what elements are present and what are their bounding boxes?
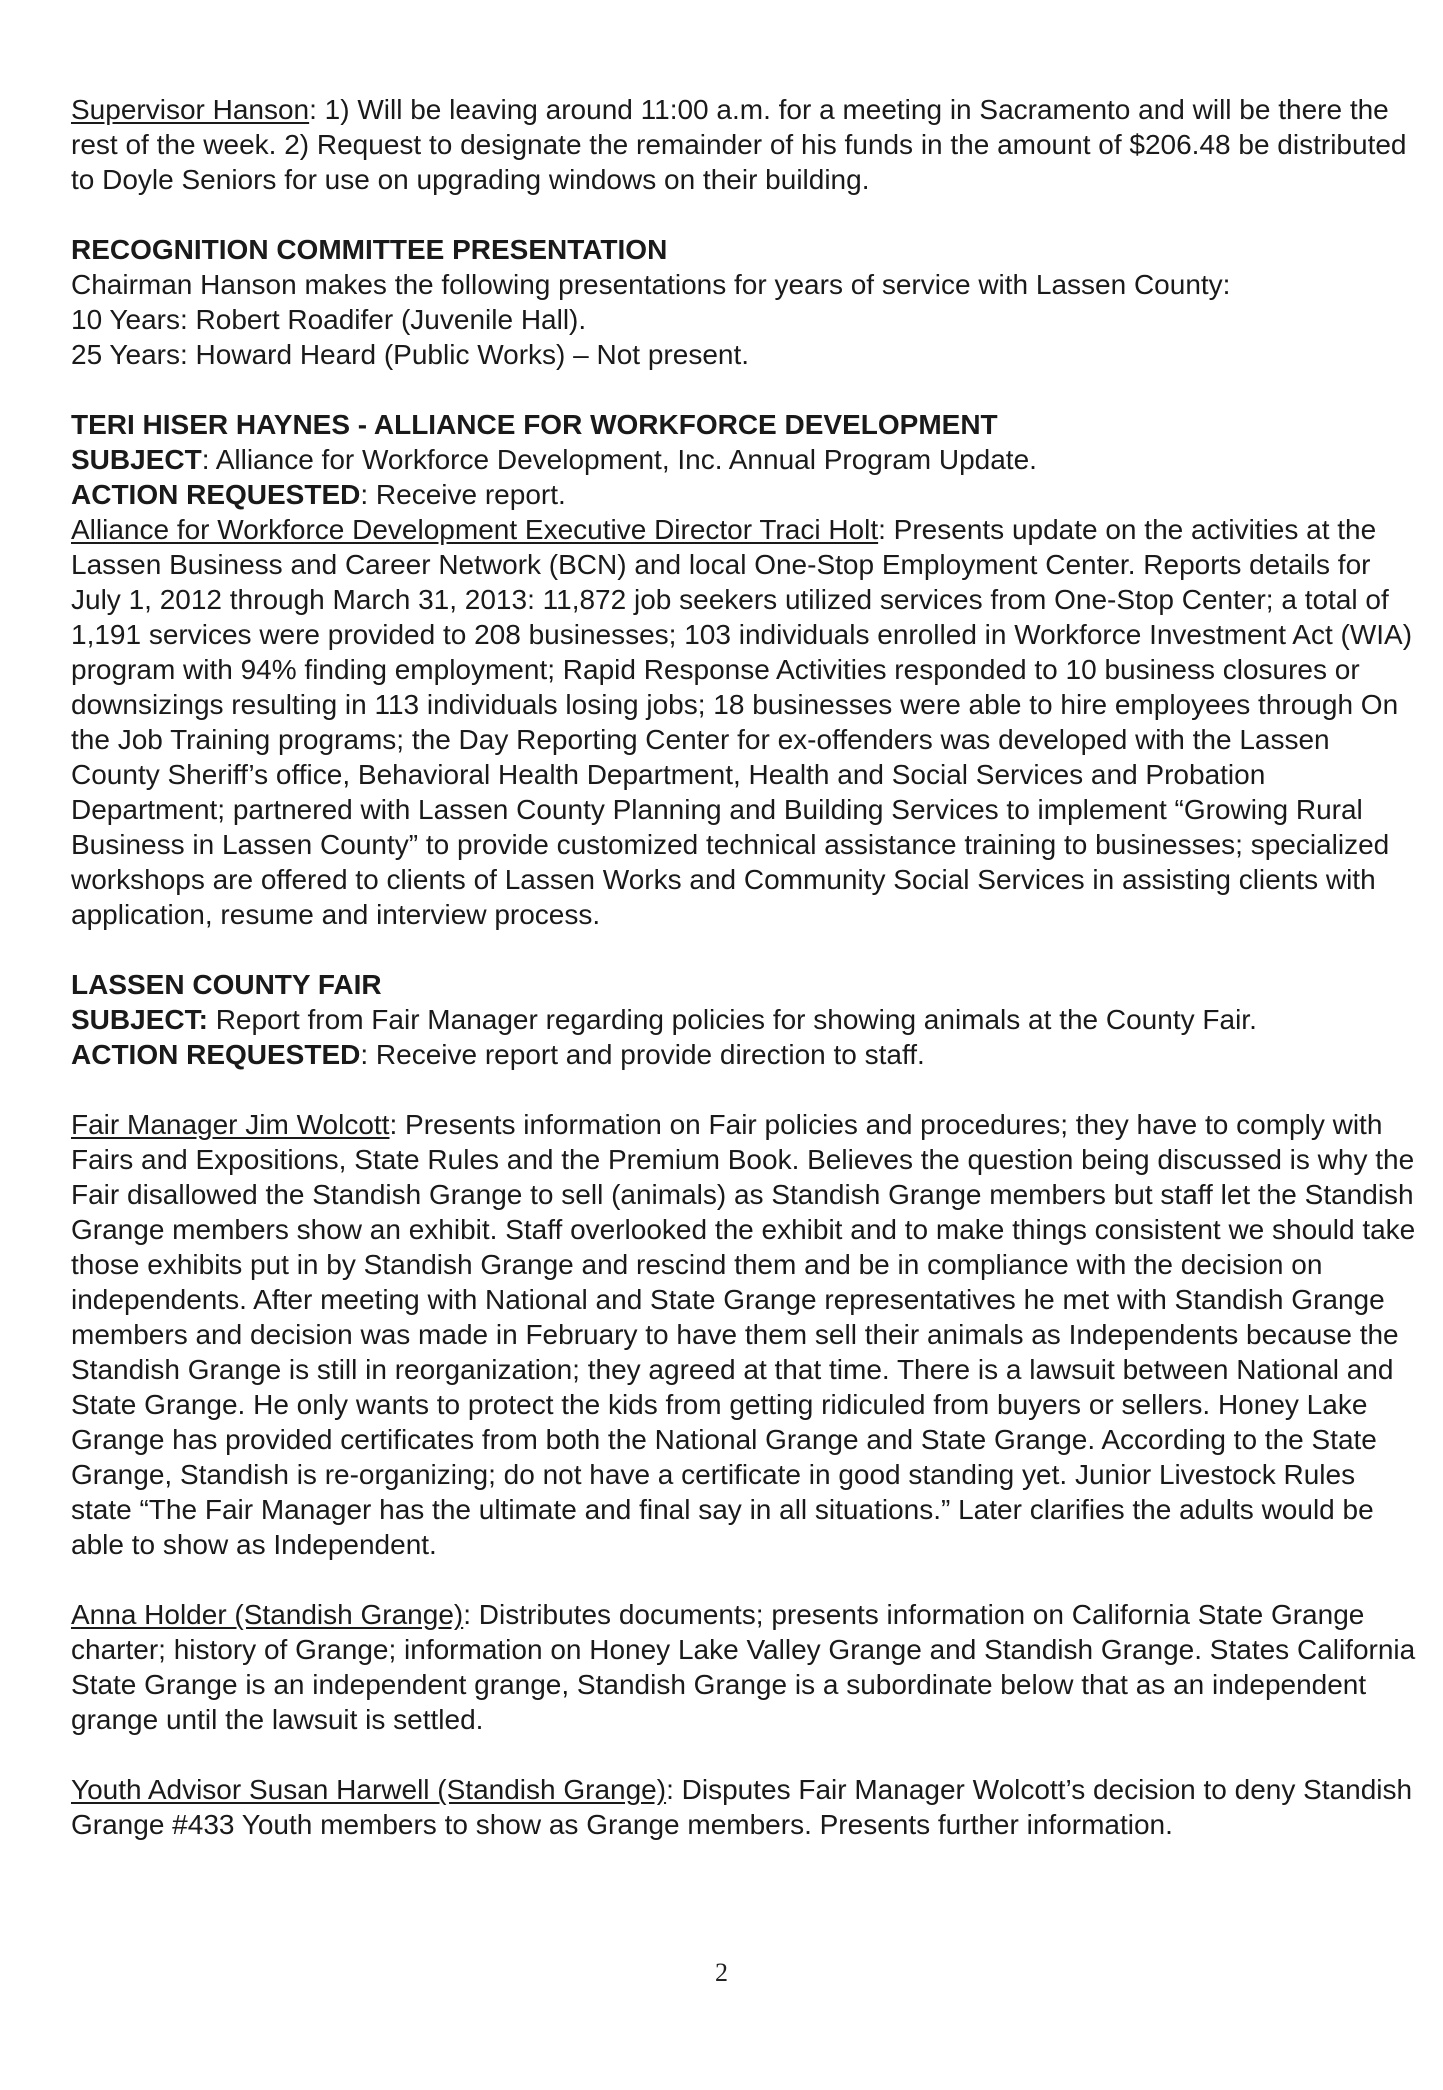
- recognition-intro: Chairman Hanson makes the following presentations for years of service with Lassen County:: [71, 269, 1231, 300]
- workforce-subject: [71, 442, 1416, 477]
- fair-manager-paragraph: [71, 1107, 1416, 1562]
- harwell-text: : Disputes Fair Manager Wolcott’s decision to deny Standish Grange #433 Youth members to show as Grange members. Presents further information.: [71, 1774, 1413, 1840]
- action-label: ACTION REQUESTED: [71, 479, 361, 510]
- subject-text: : Alliance for Workforce Development, Inc. Annual Program Update.: [201, 444, 1037, 475]
- harwell-paragraph: [71, 1772, 1416, 1842]
- holder-speaker: Anna Holder (Standish Grange): [71, 1599, 464, 1630]
- action-label: ACTION REQUESTED: [71, 1039, 361, 1070]
- holder-text: : Distributes documents; presents information on California State Grange charter; history of Grange; information on Honey Lake Valley Grange and Standish Grange. States California State Grange is an independent grange, Standish Grange is a subordinate below that as an independent grange until the lawsuit is settled.: [71, 1599, 1416, 1735]
- spacer: [71, 1072, 1416, 1107]
- subject-label: SUBJECT: [71, 444, 202, 475]
- spacer: [71, 1737, 1416, 1772]
- page-number: 2: [715, 1958, 728, 1987]
- workforce-heading: TERI HISER HAYNES - ALLIANCE FOR WORKFORCE DEVELOPMENT: [71, 409, 998, 440]
- workforce-report-text: : Presents update on the activities at the Lassen Business and Career Network (BCN) and local One-Stop Employment Center. Reports details for July 1, 2012 through March 31, 2013: 11,872 job seekers utilized services from One-Stop Center; a total of 1,191 services were provided to 208 businesses; 103 individuals enrolled in Workforce Investment Act (WIA) program with 94% finding employment; Rapid Response Activities responded to 10 business closures or downsizings resulting in 113 individuals losing jobs; 18 businesses were able to hire employees through On the Job Training programs; the Day Reporting Center for ex-offenders was developed with the Lassen County Sheriff’s office, Behavioral Health Department, Health and Social Services and Probation Department; partnered with Lassen County Planning and Building Services to implement “Growing Rural Business in Lassen County” to provide customized technical assistance training to businesses; specialized workshops are offered to clients of Lassen Works and Community Social Services in assisting clients with application, resume and interview process.: [71, 514, 1413, 930]
- action-text: : Receive report and provide direction to staff.: [360, 1039, 925, 1070]
- spacer: [71, 197, 1416, 232]
- document-page: [71, 92, 1416, 1842]
- spacer: [71, 1562, 1416, 1597]
- supervisor-text: : 1) Will be leaving around 11:00 a.m. for a meeting in Sacramento and will be there the rest of the week. 2) Request to designate the remainder of his funds in the amount of $206.48 be distributed to Doyle Seniors for use on upgrading windows on their building.: [71, 94, 1407, 195]
- fair-manager-speaker: Fair Manager Jim Wolcott: [71, 1109, 390, 1140]
- subject-label: SUBJECT:: [71, 1004, 208, 1035]
- fair-action: [71, 1037, 1416, 1072]
- fair-heading: LASSEN COUNTY FAIR: [71, 969, 382, 1000]
- recognition-heading: RECOGNITION COMMITTEE PRESENTATION: [71, 234, 668, 265]
- spacer: [71, 932, 1416, 967]
- subject-text: Report from Fair Manager regarding policies for showing animals at the County Fair.: [207, 1004, 1257, 1035]
- holder-paragraph: [71, 1597, 1416, 1737]
- supervisor-paragraph: [71, 92, 1416, 197]
- fair-subject: [71, 1002, 1416, 1037]
- recognition-item-10-years: 10 Years: Robert Roadifer (Juvenile Hall).: [71, 304, 587, 335]
- spacer: [71, 372, 1416, 407]
- workforce-action: [71, 477, 1416, 512]
- workforce-report-paragraph: [71, 512, 1416, 932]
- workforce-speaker: Alliance for Workforce Development Executive Director Traci Holt: [71, 514, 879, 545]
- fair-manager-text: : Presents information on Fair policies and procedures; they have to comply with Fairs and Expositions, State Rules and the Premium Book. Believes the question being discussed is why the Fair disallowed the Standish Grange to sell (animals) as Standish Grange members but staff let the Standish Grange members show an exhibit. Staff overlooked the exhibit and to make things consistent we should take those exhibits put in by Standish Grange and rescind them and be in compliance with the decision on independents. After meeting with National and State Grange representatives he met with Standish Grange members and decision was made in February to have them sell their animals as Independents because the Standish Grange is still in reorganization; they agreed at that time. There is a lawsuit between National and State Grange. He only wants to protect the kids from getting ridiculed from buyers or sellers. Honey Lake Grange has provided certificates from both the National Grange and State Grange. According to the State Grange, Standish is re-organizing; do not have a certificate in good standing yet. Junior Livestock Rules state “The Fair Manager has the ultimate and final say in all situations.” Later clarifies the adults would be able to show as Independent.: [71, 1109, 1416, 1560]
- recognition-item-25-years: 25 Years: Howard Heard (Public Works) – Not present.: [71, 339, 750, 370]
- action-text: : Receive report.: [360, 479, 566, 510]
- harwell-speaker: Youth Advisor Susan Harwell (Standish Grange): [71, 1774, 667, 1805]
- supervisor-speaker: Supervisor Hanson: [71, 94, 310, 125]
